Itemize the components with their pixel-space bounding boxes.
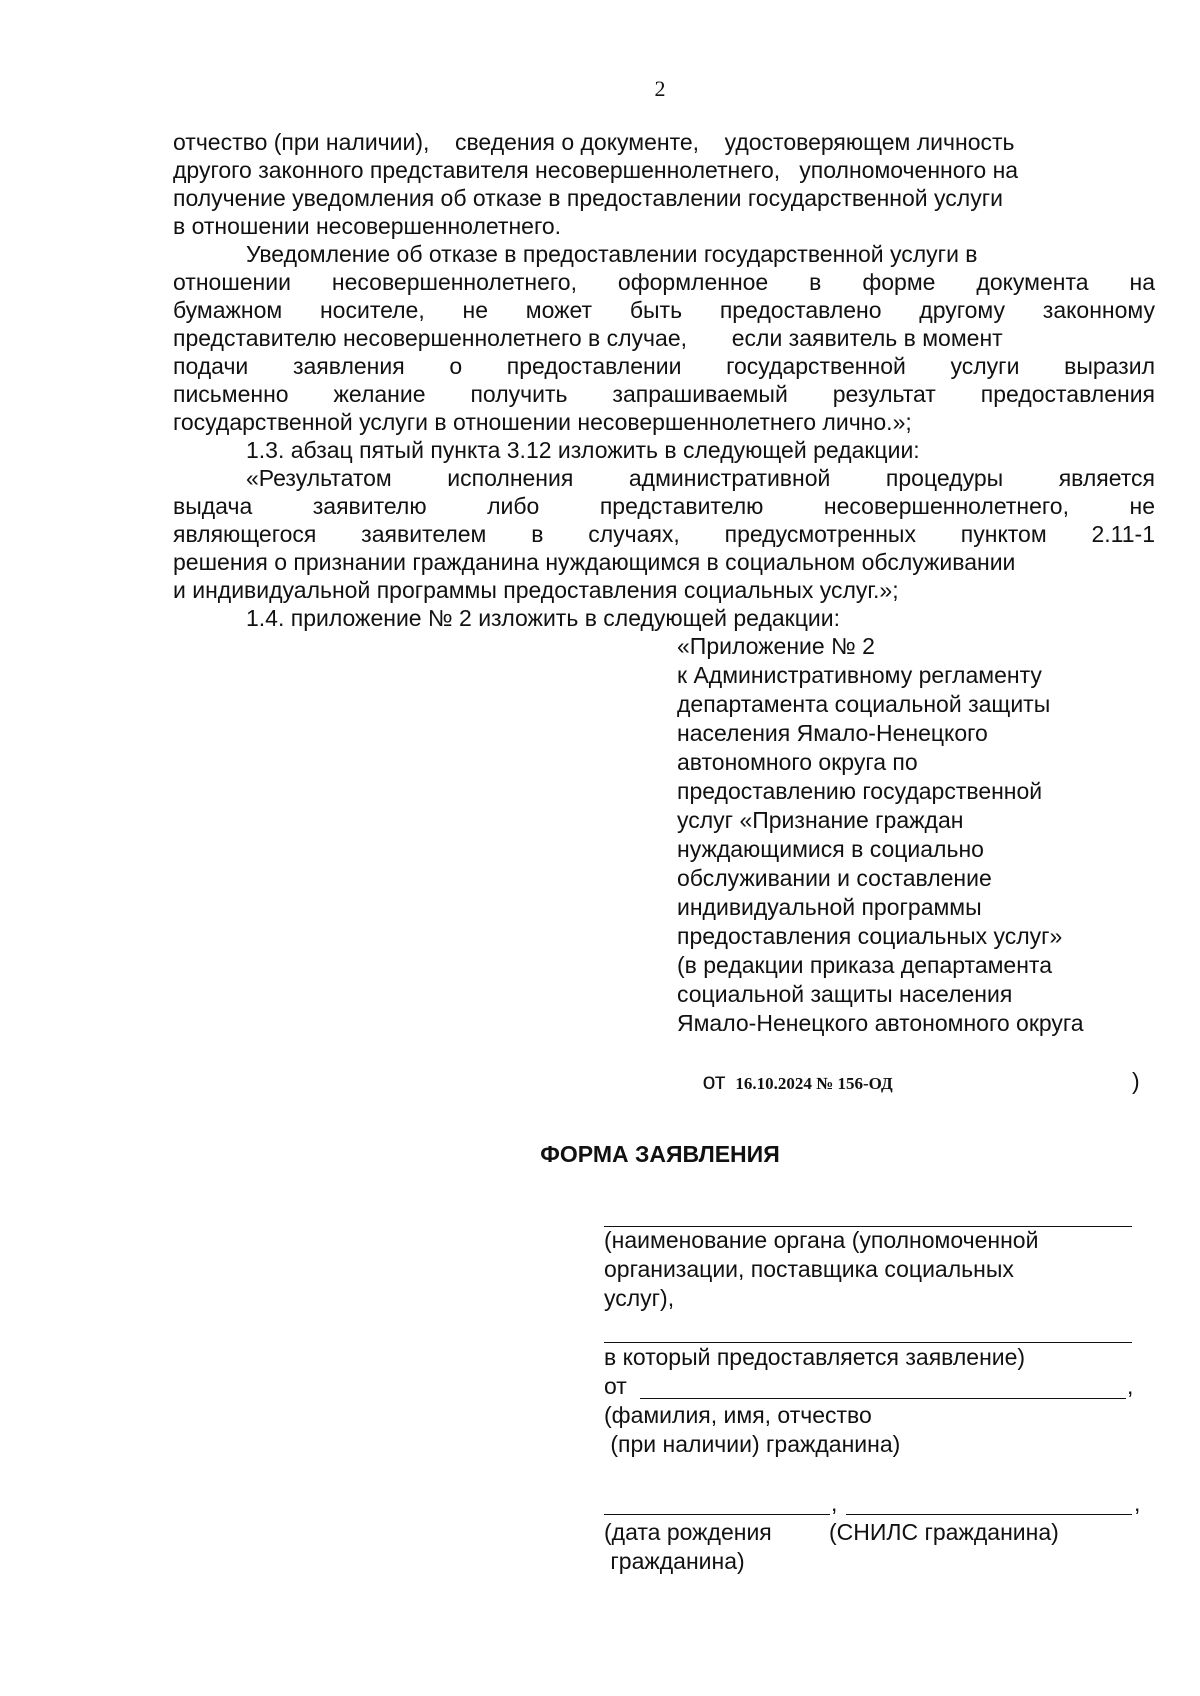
body-line: «Результатом исполнения административной процедуры является [246, 465, 1155, 491]
appendix-line: нуждающимися в социально [677, 836, 984, 862]
appendix-line: социальной защиты населения [677, 981, 1013, 1007]
birth-date-caption: (дата рождения [604, 1519, 772, 1545]
body-line: в отношении несовершеннолетнего. [173, 213, 562, 239]
body-line: выдача заявителю либо представителю несовершеннолетнего, не [173, 493, 1155, 519]
recipient-caption: в который предоставляется заявление) [604, 1344, 1026, 1370]
appendix-line: (в редакции приказа департамента [677, 952, 1052, 978]
birth-date-comma: , [831, 1490, 838, 1516]
applicant-comma: , [1127, 1373, 1134, 1399]
body-line: 1.4. приложение № 2 изложить в следующей редакции: [246, 605, 840, 631]
recipient-caption: (наименование органа (уполномоченной [604, 1227, 1039, 1253]
applicant-caption: (при наличии) гражданина) [604, 1431, 901, 1457]
appendix-line: предоставления социальных услуг» [677, 923, 1063, 949]
recipient-caption: организации, поставщика социальных [604, 1256, 1014, 1282]
order-close: ) [1132, 1068, 1140, 1094]
appendix-line: индивидуальной программы [677, 894, 982, 920]
appendix-line: обслуживании и составление [677, 865, 992, 891]
snils-caption: (СНИЛС гражданина) [829, 1519, 1059, 1545]
page-number: 2 [654, 76, 666, 101]
appendix-line: предоставлению государственной [677, 778, 1043, 804]
body-line: отношении несовершеннолетнего, оформленное в форме документа на [173, 269, 1155, 295]
body-line: получение уведомления об отказе в предоставлении государственной услуги [173, 185, 1003, 211]
snils-line [846, 1514, 1132, 1515]
body-line: Уведомление об отказе в предоставлении государственной услуги в [246, 241, 978, 267]
body-line: 1.3. абзац пятый пункта 3.12 изложить в следующей редакции: [246, 437, 920, 463]
applicant-from-label: от [604, 1373, 627, 1399]
body-line: решения о признании гражданина нуждающимся в социальном обслуживании [173, 549, 1016, 575]
body-line: представителю несовершеннолетнего в случае, если заявитель в момент [173, 325, 1003, 351]
body-line: отчество (при наличии), сведения о документе, удостоверяющем личность [173, 129, 1015, 155]
appendix-line: услуг «Признание граждан [677, 807, 964, 833]
order-reference [677, 1038, 1157, 1094]
birth-date-caption: гражданина) [604, 1548, 745, 1574]
appendix-line: «Приложение № 2 [677, 633, 875, 659]
order-number: 16.10.2024 № 156-ОД [735, 1074, 893, 1093]
appendix-line: Ямало-Ненецкого автономного округа [677, 1010, 1084, 1036]
body-line: подачи заявления о предоставлении государственной услуги выразил [173, 353, 1155, 379]
body-line: являющегося заявителем в случаях, предусмотренных пунктом 2.11-1 [173, 521, 1155, 547]
birth-date-line [604, 1514, 830, 1515]
body-line: письменно желание получить запрашиваемый результат предоставления [173, 381, 1155, 407]
body-line: другого законного представителя несовершеннолетнего, уполномоченного на [173, 157, 1019, 183]
applicant-caption: (фамилия, имя, отчество [604, 1402, 872, 1428]
appendix-line: департамента социальной защиты [677, 691, 1051, 717]
order-prefix: от [702, 1068, 726, 1094]
form-title: ФОРМА ЗАЯВЛЕНИЯ [540, 1141, 780, 1167]
appendix-line: к Административному регламенту [677, 662, 1042, 688]
appendix-line: автономного округа по [677, 749, 918, 775]
snils-comma: , [1134, 1490, 1141, 1516]
body-line: и индивидуальной программы предоставления социальных услуг.»; [173, 577, 899, 603]
body-line: бумажном носителе, не может быть предоставлено другому законному [173, 297, 1155, 323]
body-line: государственной услуги в отношении несовершеннолетнего лично.»; [173, 409, 912, 435]
applicant-name-line [640, 1398, 1126, 1399]
recipient-caption: услуг), [604, 1285, 675, 1311]
appendix-line: населения Ямало-Ненецкого [677, 720, 988, 746]
